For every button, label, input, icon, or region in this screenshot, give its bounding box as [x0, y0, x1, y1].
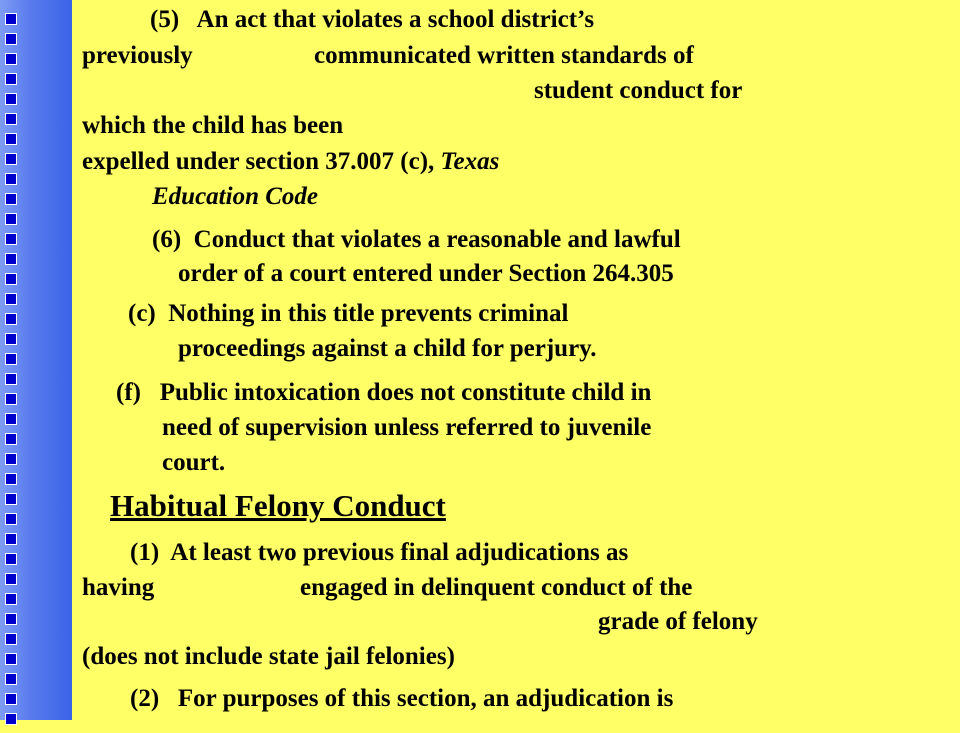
hf1-line2a: having — [82, 574, 155, 601]
item-c-line2: proceedings against a child for perjury. — [178, 335, 597, 362]
hf2-line1: (2) For purposes of this section, an adjudication is — [130, 685, 674, 712]
item5-line1: (5) An act that violates a school district’s — [150, 6, 595, 33]
item5-line3: student conduct for — [534, 77, 743, 104]
item5-line2a: previously — [82, 42, 193, 69]
item5-line5b: Texas — [440, 148, 500, 175]
item5-line5a: expelled under section 37.007 (c), — [82, 148, 441, 175]
item-f-line2: need of supervision unless referred to juvenile — [162, 414, 652, 441]
item6-line1: (6) Conduct that violates a reasonable and lawful — [152, 226, 681, 253]
item6-line2: order of a court entered under Section 264.305 — [178, 260, 674, 287]
item-c-line1: (c) Nothing in this title prevents criminal — [128, 300, 569, 327]
hf1-line3: grade of felony — [598, 608, 758, 635]
item5-line4: which the child has been — [82, 112, 344, 139]
item5-line2b: communicated written standards of — [314, 42, 694, 69]
hf1-line1: (1) At least two previous final adjudications as — [130, 539, 629, 566]
item-f-line3: court. — [162, 449, 226, 476]
hf1-line2b: engaged in delinquent conduct of the — [300, 574, 693, 601]
item5-line6: Education Code — [152, 183, 318, 210]
section-heading: Habitual Felony Conduct — [110, 488, 446, 523]
hf1-line4: (does not include state jail felonies) — [82, 643, 455, 670]
item-f-line1: (f) Public intoxication does not constitute child in — [116, 379, 652, 406]
item5-line5 — [82, 147, 499, 177]
